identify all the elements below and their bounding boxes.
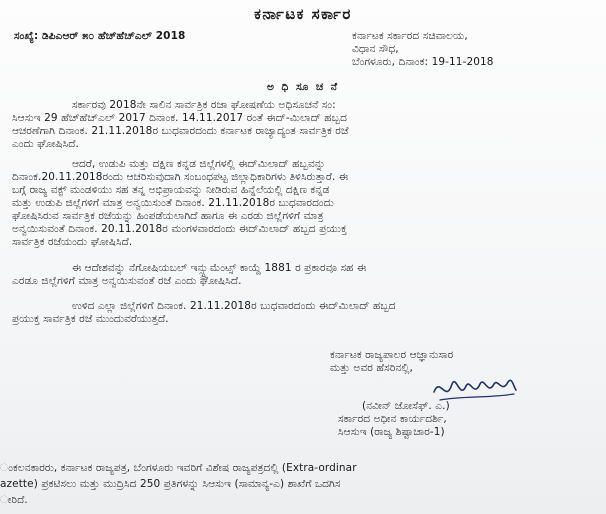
para4-line: ಪ್ರಯುಕ್ತ ಸಾರ್ವತ್ರಿಕ ರಜೆ ಮುಂದುವರೆಯುತ್ತದೆ. xyxy=(12,313,169,325)
document-title: ಕರ್ನಾಟಕ ಸರ್ಕಾರ xyxy=(254,5,352,23)
para1-line: ಸಿಆಸುಇ 29 ಹೆಚ್‌ಹೆಚ್‌ಎಲ್ 2017 ದಿನಾಂಕ. 14.11.2017 ರಂತೆ ಈದ್-ಮಿಲಾದ್ ಹಬ್ಬದ xyxy=(12,112,347,124)
para2-line: ಬಗ್ಗೆ ರಾಜ್ಯ ವಕ್ಫ್ ಮಂಡಳಿಯು ಸಹ ತನ್ನ ಅಭಿಪ್ರಾಯವನ್ನು ನೀಡಿರುವ ಹಿನ್ನೆಲೆಯಲ್ಲಿ ದಕ್ಷಿಣ ಕನ್ನಡ xyxy=(12,184,330,196)
place-date: ಬೆಂಗಳೂರು, ದಿನಾಂಕ: 19-11-2018 xyxy=(352,56,494,68)
para2-line: ದಿನಾಂಕ.20.11.2018ರಂದು ಆಚರಿಸುವುದಾಗಿ ಸಂಬಂಧಪಟ್ಟ ಜಿಲ್ಲಾಧಿಕಾರಿಗಳು ತಿಳಿಸಿರುತ್ತಾರೆ. ಈ xyxy=(12,171,349,183)
footer-line: ಂಕಲನಕಾರರು, ಕರ್ನಾಟಕ ರಾಜ್ಯಪತ್ರ, ಬೆಂಗಳೂರು ಇವರಿಗೆ ವಿಶೇಷ ರಾಜ್ಯಪತ್ರದಲ್ಲಿ (Extra-ordinar xyxy=(0,462,357,474)
para3-line: ಈ ಆದೇಶವನ್ನು ನೆಗೋಷಿಯಬಲ್ ಇನ್ಸ್ಟ್ರುಮೆಂಟ್ಸ್ ಕಾಯ್ದೆ 1881 ರ ಪ್ರಕಾರವೂ ಸಹ ಈ xyxy=(72,262,367,274)
office-line-2: ವಿಧಾನ ಸೌಧ, xyxy=(352,43,399,55)
para2-line: ಸಾರ್ವತ್ರಿಕ ರಜೆಯಂದು ಘೋಷಿಸಿದೆ. xyxy=(12,236,133,248)
para1-line: ಎಂದು ಘೋಷಿಸಿದೆ. xyxy=(12,138,79,150)
para2-line: ಘೋಷಿಸಿರುವ ಸಾರ್ವತ್ರಿಕ ರಜೆಯನ್ನು ಹಿಂಪಡೆಯಲಾಗಿದೆ ಹಾಗೂ ಈ ಎರಡು ಜಿಲ್ಲೆಗಳಿಗೆ ಮಾತ್ರ xyxy=(12,210,324,222)
para2-line: ಅನ್ವಯಿಸುವಂತೆ ದಿನಾಂಕ. 20.11.2018ರ ಮಂಗಳವಾರದಂದು ಈದ್‌ಮಿಲಾದ್ ಹಬ್ಬದ ಪ್ರಯುಕ್ತ xyxy=(12,223,347,235)
notification-subject: ಅ ಧಿ ಸೂ ಚ ನೆ xyxy=(266,81,340,93)
by-order-line-2: ಮತ್ತು ಅವರ ಹೆಸರಿನಲ್ಲಿ, xyxy=(330,362,413,374)
para4-line: ಉಳಿದ ಎಲ್ಲಾ ಜಿಲ್ಲೆಗಳಿಗೆ ದಿನಾಂಕ. 21.11.2018ರ ಬುಧವಾರದಂದು ಈದ್‌ಮಿಲಾದ್ ಹಬ್ಬದ xyxy=(72,300,396,312)
para3-line: ಎರಡೂ ಜಿಲ್ಲೆಗಳಿಗೆ ಮಾತ್ರ ಅನ್ವಯಿಸುವಂತೆ ರಜೆ ಎಂದು ಘೋಷಿಸಿದೆ. xyxy=(12,275,242,287)
para1-line: ಸರ್ಕಾರವು 2018ನೇ ಸಾಲಿನ ಸಾರ್ವತ್ರಿಕ ರಜಾ ಘೋಷಣೆಯ ಅಧಿಸೂಚನೆ ಸಂ: xyxy=(72,99,336,111)
signatory-name: (ನವೀನ್ ಜೋಸೆಫ್. ಎ.) xyxy=(362,400,450,412)
para2-line: ಮತ್ತು ಉಡುಪಿ ಜಿಲ್ಲೆಗಳಿಗೆ ಮಾತ್ರ ಅನ್ವಯಿಸುಂತೆ ದಿನಾಂಕ. 21.11.2018ರ ಬುಧವಾರದಂದು xyxy=(12,197,334,209)
signatory-department: ಸಿಆಸುಇ (ರಾಜ್ಯ ಶಿಷ್ಟಾಚಾರ-1) xyxy=(338,426,445,438)
para1-line: ಆಚರಣೆಗಾಗಿ ದಿನಾಂಕ. 21.11.2018ರ ಬುಧವಾರದಂದು ಕರ್ನಾಟಕ ರಾಜ್ಯಾದ್ಯಂತ ಸಾರ್ವತ್ರಿಕ ರಜೆ xyxy=(12,125,349,137)
by-order-line-1: ಕರ್ನಾಟಕ ರಾಜ್ಯಪಾಲರ ಆಜ್ಞಾನುಸಾರ xyxy=(330,349,454,361)
order-number: ಸಂಖ್ಯೆ: ಡಿಪಿಎಆರ್ ೫೦ ಹೆಚ್‌ಹೆಚ್‌ಎಲ್ 2018 xyxy=(14,30,186,42)
footer-line: ೕರಿದೆ. xyxy=(0,494,28,506)
office-line-1: ಕರ್ನಾಟಕ ಸರ್ಕಾರದ ಸಚಿವಾಲಯ, xyxy=(352,30,468,42)
footer-line: azette) ಪ್ರಕಟಿಸಲು ಮತ್ತು ಮುದ್ರಿಸಿದ 250 ಪ್ರತಿಗಳನ್ನು ಸಿಆಸುಇ (ಸಾಮಾನ್ಯ-ಎ) ಶಾಖೆಗೆ ಒದಗಿಸ xyxy=(0,478,341,490)
signatory-designation: ಸರ್ಕಾರದ ಅಧೀನ ಕಾರ್ಯದರ್ಶಿ, xyxy=(338,413,447,425)
para2-line: ಆದರೆ, ಉಡುಪಿ ಮತ್ತು ದಕ್ಷಿಣ ಕನ್ನಡ ಜಿಲ್ಲೆಗಳಲ್ಲಿ ಈದ್‌ಮಿಲಾದ್ ಹಬ್ಬವನ್ನು xyxy=(72,158,326,170)
